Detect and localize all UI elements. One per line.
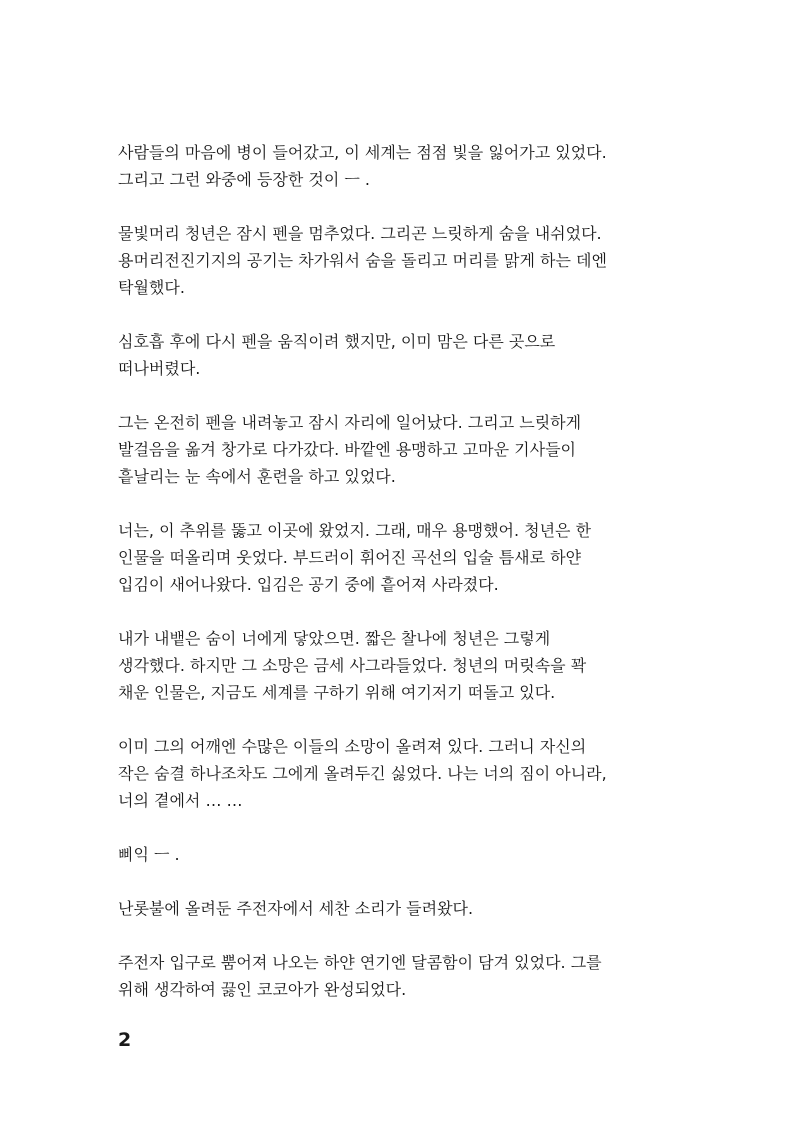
text-line: 주전자 입구로 뿜어져 나오는 하얀 연기엔 달콤함이 담겨 있었다. 그를 <box>118 953 602 972</box>
paragraph-3 <box>118 328 678 382</box>
text-line: 떠나버렸다. <box>118 359 201 378</box>
paragraph-8 <box>118 841 678 868</box>
text-line: 내가 내뱉은 숨이 너에게 닿았으면. 짧은 찰나에 청년은 그렇게 <box>118 629 551 648</box>
text-line: 너의 곁에서 … … <box>118 791 243 810</box>
paragraph-7 <box>118 733 678 814</box>
paragraph-1 <box>118 139 678 193</box>
text-line: 발걸음을 옮겨 창가로 다가갔다. 바깥엔 용맹하고 고마운 기사들이 <box>118 440 577 459</box>
text-line: 인물을 떠올리며 웃었다. 부드러이 휘어진 곡선의 입술 틈새로 하얀 <box>118 548 582 567</box>
text-line: 너는, 이 추위를 뚫고 이곳에 왔었지. 그래, 매우 용맹했어. 청년은 한 <box>118 521 592 540</box>
text-line: 생각했다. 하지만 그 소망은 금세 사그라들었다. 청년의 머릿속을 꽉 <box>118 656 587 675</box>
paragraph-9 <box>118 895 678 922</box>
text-line: 사람들의 마음에 병이 들어갔고, 이 세계는 점점 빛을 잃어가고 있었다. <box>118 143 607 162</box>
text-line: 심호흡 후에 다시 펜을 움직이려 했지만, 이미 맘은 다른 곳으로 <box>118 332 556 351</box>
text-line: 위해 생각하여 끓인 코코아가 완성되었다. <box>118 980 407 999</box>
text-line: 삐익 ㅡ . <box>118 845 180 864</box>
paragraph-2 <box>118 220 678 301</box>
paragraph-4 <box>118 409 678 490</box>
text-line: 용머리전진기지의 공기는 차가워서 숨을 돌리고 머리를 맑게 하는 데엔 <box>118 251 607 270</box>
body-text <box>118 139 678 1030</box>
text-line: 작은 숨결 하나조차도 그에게 올려두긴 싫었다. 나는 너의 짐이 아니라, <box>118 764 607 783</box>
paragraph-10 <box>118 949 678 1003</box>
paragraph-6 <box>118 625 678 706</box>
text-line: 흩날리는 눈 속에서 훈련을 하고 있었다. <box>118 467 396 486</box>
text-line: 그는 온전히 펜을 내려놓고 잠시 자리에 일어났다. 그리고 느릿하게 <box>118 413 582 432</box>
text-line: 난롯불에 올려둔 주전자에서 세찬 소리가 들려왔다. <box>118 899 474 918</box>
text-line: 탁월했다. <box>118 278 185 297</box>
paragraph-5 <box>118 517 678 598</box>
text-line: 입김이 새어나왔다. 입김은 공기 중에 흩어져 사라졌다. <box>118 575 499 594</box>
text-line: 그리고 그런 와중에 등장한 것이 ㅡ . <box>118 170 370 189</box>
text-line: 물빛머리 청년은 잠시 펜을 멈추었다. 그리곤 느릿하게 숨을 내쉬었다. <box>118 224 602 243</box>
text-line: 이미 그의 어깨엔 수많은 이들의 소망이 올려져 있다. 그러니 자신의 <box>118 737 587 756</box>
text-line: 채운 인물은, 지금도 세계를 구하기 위해 여기저기 떠돌고 있다. <box>118 683 556 702</box>
page-number: 2 <box>118 1029 132 1051</box>
